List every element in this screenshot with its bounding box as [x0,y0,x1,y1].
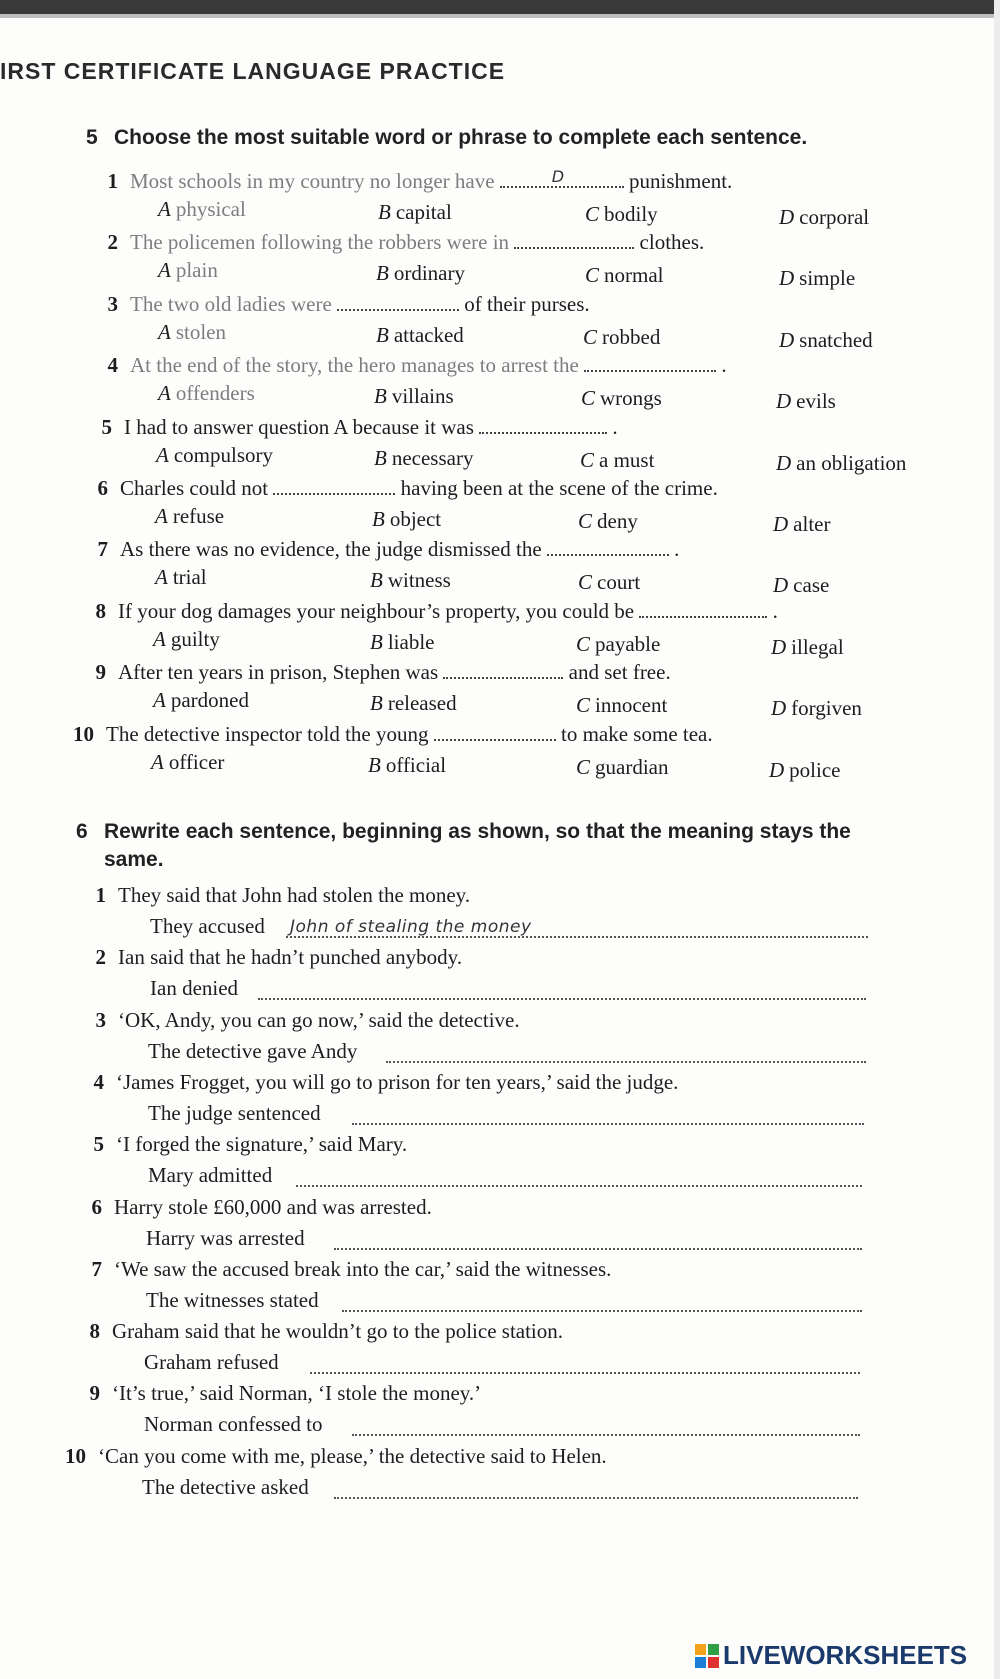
rewrite-prompt [74,944,462,970]
rewrite-number: 8 [89,1319,100,1343]
mcq-option-a[interactable] [153,626,220,652]
mcq-option-text: offenders [175,381,255,405]
rewrite-answer-line[interactable] [334,1497,858,1499]
mcq-option-text: case [793,573,830,597]
mcq-option-letter: D [773,512,789,536]
mcq-option-letter: D [776,451,792,475]
mcq-stem-before: After ten years in prison, Stephen was [118,660,439,684]
mcq-number: 6 [97,476,108,500]
mcq-option-text: necessary [391,446,474,470]
mcq-option-c[interactable] [578,569,640,595]
mcq-stem [80,414,618,440]
mcq-option-letter: D [779,266,795,290]
mcq-number: 9 [95,660,106,684]
mcq-stem-before: The policemen following the robbers were in [130,230,510,254]
mcq-option-b[interactable] [368,752,446,778]
mcq-answer-blank[interactable] [500,168,624,188]
mcq-option-c[interactable] [576,754,669,780]
mcq-option-a[interactable] [158,196,246,222]
section-5-number: 5 [86,126,98,149]
mcq-option-text: alter [793,512,831,536]
mcq-answer-blank[interactable] [639,598,767,618]
mcq-option-letter: C [585,202,600,226]
mcq-option-a[interactable] [156,442,273,468]
rewrite-prompt [74,882,470,908]
mcq-option-text: an obligation [796,451,907,475]
rewrite-number: 7 [91,1257,102,1281]
mcq-option-letter: A [153,688,166,712]
mcq-stem-after: punishment. [629,169,733,193]
mcq-option-c[interactable] [580,447,654,473]
mcq-option-letter: D [771,635,787,659]
mcq-option-text: wrongs [600,386,662,410]
rewrite-number: 2 [95,945,106,969]
mcq-stem-after: . [674,537,680,561]
mcq-stem-after: of their purses. [464,292,590,316]
rewrite-sentence-start: The detective gave Andy [148,1039,358,1063]
mcq-option-d[interactable] [779,265,855,291]
mcq-stem-before: At the end of the story, the hero manages to arrest the [130,353,579,377]
mcq-stem [86,168,732,194]
mcq-option-d[interactable] [771,695,862,721]
section-6-heading [76,818,851,874]
mcq-number: 1 [107,169,118,193]
mcq-stem [74,598,778,624]
rewrite-prompt-text: ‘OK, Andy, you can go now,’ said the detective. [118,1008,520,1032]
rewrite-answer-line[interactable] [386,1061,866,1063]
mcq-answer-blank[interactable] [479,414,607,434]
mcq-stem [74,659,671,685]
rewrite-answer-line[interactable] [258,998,866,1000]
mcq-option-text: payable [595,632,661,656]
mcq-option-text: stolen [175,320,226,344]
rewrite-number: 1 [95,883,106,907]
top-scan-shadow [0,14,1000,18]
mcq-number: 10 [73,722,94,746]
mcq-number: 5 [101,415,112,439]
mcq-option-letter: C [576,755,591,779]
mcq-stem-before: If your dog damages your neighbour’s property, you could be [118,599,635,623]
mcq-option-b[interactable] [372,506,441,532]
mcq-option-letter: B [374,446,387,470]
mcq-number: 7 [97,537,108,561]
mcq-option-letter: D [776,389,792,413]
liveworksheets-logo [695,1640,967,1671]
rewrite-number: 9 [89,1381,100,1405]
mcq-filled-answer: D [551,167,565,186]
rewrite-sentence-start: Norman confessed to [144,1412,323,1436]
mcq-stem [62,721,713,747]
mcq-stem-after: and set free. [568,660,671,684]
mcq-option-c[interactable] [576,692,667,718]
mcq-stem-before: Most schools in my country no longer have [130,169,495,193]
rewrite-prompt [68,1380,481,1406]
mcq-option-c[interactable] [581,385,662,411]
rewrite-number: 4 [93,1070,104,1094]
mcq-option-letter: B [370,691,383,715]
mcq-answer-blank[interactable] [547,536,669,556]
rewrite-answer-line[interactable] [352,1434,860,1436]
mcq-answer-blank[interactable] [584,352,716,372]
mcq-option-text: bodily [604,202,658,226]
mcq-option-letter: D [779,328,795,352]
rewrite-prompt-text: ‘We saw the accused break into the car,’ said the witnesses. [114,1257,612,1281]
mcq-option-d[interactable] [769,757,840,783]
mcq-option-text: innocent [595,693,668,717]
mcq-option-text: physical [175,197,246,221]
section-6-instruction-line2: same. [104,848,164,871]
rewrite-answer-line[interactable] [342,1310,862,1312]
mcq-option-text: court [597,570,641,594]
mcq-option-text: deny [597,509,638,533]
rewrite-answer-line[interactable] [310,1372,860,1374]
mcq-option-letter: A [156,443,169,467]
mcq-option-text: attacked [393,323,464,347]
mcq-option-text: refuse [172,504,225,528]
mcq-stem-after: clothes. [639,230,705,254]
mcq-option-a[interactable] [151,749,224,775]
mcq-option-text: corporal [799,205,870,229]
rewrite-prompt-text: ‘I forged the signature,’ said Mary. [116,1132,408,1156]
mcq-option-letter: C [585,263,600,287]
rewrite-prompt [70,1256,611,1282]
mcq-option-text: police [789,758,841,782]
mcq-option-letter: B [370,568,383,592]
mcq-option-letter: A [158,258,171,282]
mcq-option-letter: C [578,509,593,533]
mcq-option-text: compulsory [173,443,273,467]
rewrite-prompt-text: Graham said that he wouldn’t go to the police station. [112,1319,564,1343]
mcq-option-letter: C [583,325,598,349]
mcq-option-text: robbed [602,325,661,349]
mcq-option-letter: C [581,386,596,410]
rewrite-answer-line[interactable] [352,1123,864,1125]
mcq-option-text: witness [387,568,451,592]
mcq-option-b[interactable] [374,383,454,409]
mcq-option-text: normal [604,263,664,287]
rewrite-sentence-start: Graham refused [144,1350,279,1374]
mcq-stem [86,229,704,255]
rewrite-sentence-start: Harry was arrested [146,1226,305,1250]
mcq-option-letter: C [580,448,595,472]
mcq-option-letter: D [779,205,795,229]
mcq-answer-blank[interactable] [514,229,634,249]
mcq-option-text: object [389,507,442,531]
liveworksheets-logo-text: LIVEWORKSHEETS [723,1640,968,1670]
mcq-option-text: a must [599,448,655,472]
mcq-option-text: official [385,753,447,777]
rewrite-prompt [68,1318,563,1344]
rewrite-number: 10 [65,1444,86,1468]
mcq-option-text: guardian [595,755,669,779]
mcq-option-b[interactable] [376,260,465,286]
mcq-option-d[interactable] [771,634,844,660]
rewrite-prompt [72,1069,678,1095]
mcq-option-text: guilty [170,627,220,651]
mcq-option-d[interactable] [779,327,873,353]
rewrite-sentence-start: The detective asked [142,1475,309,1499]
rewrite-answer-line[interactable] [296,1185,862,1187]
mcq-option-b[interactable] [370,629,434,655]
rewrite-handwritten-answer: John of stealing the money [290,917,532,937]
mcq-stem-before: The two old ladies were [130,292,332,316]
mcq-stem-after: having been at the scene of the crime. [400,476,718,500]
mcq-option-letter: B [368,753,381,777]
rewrite-prompt [72,1131,407,1157]
mcq-option-text: snatched [799,328,873,352]
mcq-option-text: officer [168,750,225,774]
mcq-option-letter: A [151,750,164,774]
right-scan-edge [994,0,1000,1679]
mcq-option-text: ordinary [393,261,465,285]
mcq-option-letter: B [378,200,391,224]
rewrite-sentence-start: Ian denied [150,976,239,1000]
mcq-option-a[interactable] [158,380,255,406]
mcq-option-d[interactable] [773,572,829,598]
mcq-option-c[interactable] [585,201,658,227]
mcq-number: 3 [107,292,118,316]
mcq-number: 4 [107,353,118,377]
mcq-option-a[interactable] [158,257,218,283]
rewrite-sentence-start: The judge sentenced [148,1101,321,1125]
mcq-option-letter: C [576,632,591,656]
mcq-option-c[interactable] [576,631,660,657]
mcq-stem [76,475,718,501]
mcq-option-letter: C [578,570,593,594]
mcq-option-c[interactable] [585,262,664,288]
mcq-option-c[interactable] [583,324,660,350]
mcq-option-b[interactable] [370,690,457,716]
rewrite-number: 3 [95,1008,106,1032]
mcq-option-text: illegal [791,635,844,659]
mcq-option-text: villains [391,384,454,408]
mcq-stem-after: to make some tea. [561,722,713,746]
mcq-answer-blank[interactable] [273,475,395,495]
mcq-option-letter: B [374,384,387,408]
mcq-option-d[interactable] [776,388,836,414]
mcq-option-letter: B [370,630,383,654]
mcq-option-letter: A [158,197,171,221]
rewrite-prompt [54,1443,607,1469]
page-header: IRST CERTIFICATE LANGUAGE PRACTICE [0,58,506,84]
rewrite-prompt [74,1007,520,1033]
mcq-option-b[interactable] [370,567,451,593]
mcq-option-d[interactable] [773,511,830,537]
mcq-stem-before: Charles could not [120,476,269,500]
mcq-option-text: capital [395,200,452,224]
mcq-option-text: evils [796,389,836,413]
mcq-number: 8 [95,599,106,623]
mcq-stem [76,536,679,562]
rewrite-prompt-text: Ian said that he hadn’t punched anybody. [118,945,463,969]
mcq-option-a[interactable] [153,687,249,713]
mcq-number: 2 [107,230,118,254]
mcq-option-a[interactable] [155,564,207,590]
top-scan-border [0,0,1000,14]
mcq-option-text: pardoned [170,688,249,712]
mcq-option-text: simple [799,266,856,290]
mcq-option-letter: A [158,320,171,344]
liveworksheets-logo-icon [695,1644,719,1668]
mcq-answer-blank[interactable] [337,291,459,311]
mcq-answer-blank[interactable] [434,721,556,741]
mcq-stem-after: . [612,415,618,439]
rewrite-sentence-start: The witnesses stated [146,1288,319,1312]
mcq-option-letter: D [773,573,789,597]
mcq-option-c[interactable] [578,508,638,534]
mcq-option-letter: B [376,261,389,285]
mcq-option-letter: A [155,565,168,589]
mcq-stem [86,291,590,317]
rewrite-prompt [70,1194,432,1220]
rewrite-number: 6 [91,1195,102,1219]
rewrite-answer-line[interactable] [334,1248,862,1250]
rewrite-prompt-text: They said that John had stolen the money. [118,883,471,907]
mcq-option-text: released [387,691,457,715]
mcq-option-b[interactable] [378,199,452,225]
mcq-stem-before: The detective inspector told the young [106,722,429,746]
mcq-option-letter: C [576,693,591,717]
section-5-heading [86,124,807,152]
rewrite-sentence-start: They accused [150,914,265,938]
section-6-instruction-line1: Rewrite each sentence, beginning as shown, so that the meaning stays the [104,820,851,843]
mcq-option-text: plain [175,258,218,282]
section-6-number: 6 [76,820,88,843]
mcq-option-letter: A [158,381,171,405]
mcq-option-letter: B [376,323,389,347]
rewrite-prompt-text: ‘Can you come with me, please,’ the detective said to Helen. [98,1444,607,1468]
mcq-option-d[interactable] [776,450,906,476]
mcq-option-letter: A [155,504,168,528]
rewrite-prompt-text: ‘It’s true,’ said Norman, ‘I stole the money.’ [112,1381,482,1405]
rewrite-number: 5 [93,1132,104,1156]
rewrite-prompt-text: ‘James Frogget, you will go to prison for ten years,’ said the judge. [116,1070,679,1094]
mcq-answer-blank[interactable] [443,659,563,679]
mcq-stem-after: . [721,353,727,377]
mcq-stem-before: I had to answer question A because it was [124,415,474,439]
mcq-option-d[interactable] [779,204,869,230]
mcq-option-letter: D [769,758,785,782]
mcq-option-letter: B [372,507,385,531]
mcq-stem [86,352,727,378]
rewrite-sentence-start: Mary admitted [148,1163,273,1187]
mcq-option-text: liable [387,630,435,654]
mcq-option-b[interactable] [374,445,473,471]
mcq-stem-before: As there was no evidence, the judge dismissed the [120,537,542,561]
mcq-option-a[interactable] [155,503,224,529]
mcq-option-b[interactable] [376,322,464,348]
mcq-option-letter: A [153,627,166,651]
section-5-instruction: Choose the most suitable word or phrase to complete each sentence. [114,126,808,149]
mcq-stem-after: . [772,599,778,623]
mcq-option-text: trial [172,565,207,589]
rewrite-prompt-text: Harry stole £60,000 and was arrested. [114,1195,432,1219]
mcq-option-a[interactable] [158,319,226,345]
mcq-option-letter: D [771,696,787,720]
mcq-option-text: forgiven [791,696,862,720]
